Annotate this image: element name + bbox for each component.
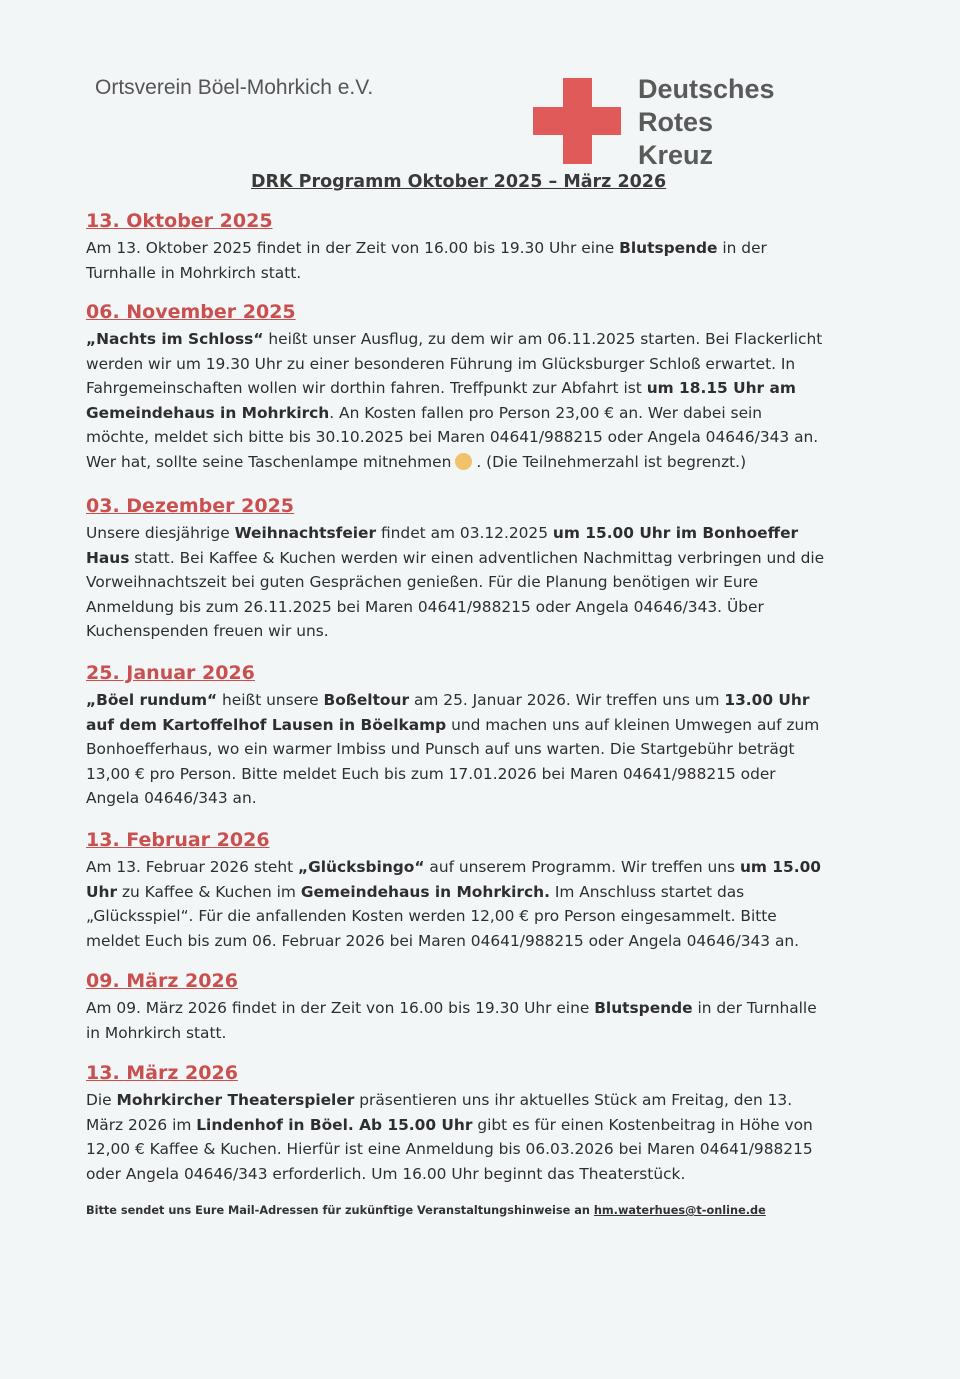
red-cross-logo: [533, 78, 621, 164]
event-text: Unsere diesjährige Weihnachtsfeier findet am 03.12.2025 um 15.00 Uhr im Bonhoeffer Haus statt. Bei Kaffee & Kuchen werden wir einen adventlichen Nachmittag verbringen und die Vorweihnachtszeit bei guten Gesprächen genießen. Für die Planung benötigen wir Eure Anmeldung bis zum 26.11.2025 bei Maren 04641/988215 oder Angela 04646/343. Über Kuchenspenden freuen wir uns.: [86, 524, 825, 641]
event-dezember: [86, 495, 826, 644]
event-text: „Nachts im Schloss“ heißt unser Ausflug, zu dem wir am 06.11.2025 starten. Bei Flackerlicht werden wir um 19.30 Uhr zu einer besonderen Führung im Glücksburger Schloß erwartet. In Fahrgemeinschaften wollen wir dorthin fahren. Treffpunkt zur Abfahrt ist um 18.15 Uhr am Gemeindehaus in Mohrkirch. An Kosten fallen pro Person 23,00 € an. Wer dabei sein möchte, meldet sich bitte bis 30.10.2025 bei Maren 04641/988215 oder Angela 04646/343 an. Wer hat, sollte seine Taschenlampe mitnehmen . (Die Teilnehmerzahl ist begrenzt.): [86, 330, 823, 471]
event-maerz-blutspende: [86, 970, 826, 1045]
email-link[interactable]: hm.waterhues@t-online.de: [593, 1204, 766, 1217]
event-date: 09. März 2026: [86, 970, 238, 992]
event-text: „Böel rundum“ heißt unsere Boßeltour am 25. Januar 2026. Wir treffen uns um 13.00 Uhr auf dem Kartoffelhof Lausen in Böelkamp und machen uns auf kleinen Umwegen auf zum Bonhoefferhaus, wo ein warmer Imbiss und Punsch auf uns warten. Die Startgebühr beträgt 13,00 € pro Person. Bitte meldet Euch bis zum 17.01.2026 bei Maren 04641/988215 oder Angela 04646/343 an.: [86, 691, 820, 808]
event-februar: [86, 829, 826, 953]
drk-wordmark: [638, 73, 775, 172]
organization-name: Ortsverein Böel-Mohrkich e.V.: [95, 76, 374, 99]
event-januar: [86, 662, 826, 811]
event-date: 25. Januar 2026: [86, 662, 255, 684]
event-date: 13. Oktober 2025: [86, 210, 273, 232]
drk-line-1: Deutsches: [638, 74, 775, 104]
event-text: Am 13. Februar 2026 steht „Glücksbingo“ auf unserem Programm. Wir treffen uns um 15.00 Uhr zu Kaffee & Kuchen im Gemeindehaus in Mohrkirch. Im Anschluss startet das „Glücksspiel“. Für die anfallenden Kosten werden 12,00 € pro Person eingesammelt. Bitte meldet Euch bis zum 06. Februar 2026 bei Maren 04641/988215 oder Angela 04646/343 an.: [86, 858, 821, 950]
event-date: 13. Februar 2026: [86, 829, 270, 851]
event-text: Am 13. Oktober 2025 findet in der Zeit von 16.00 bis 19.30 Uhr eine Blutspende in der Turnhalle in Mohrkirch statt.: [86, 239, 767, 282]
footer-note: Bitte sendet uns Eure Mail-Adressen für zukünftige Veranstaltungshinweise an hm.waterhues@t-online.de: [86, 1204, 766, 1217]
event-maerz-theater: [86, 1062, 826, 1186]
event-text: Am 09. März 2026 findet in der Zeit von 16.00 bis 19.30 Uhr eine Blutspende in der Turnhalle in Mohrkirch statt.: [86, 999, 817, 1042]
event-november: [86, 301, 826, 475]
page-title: DRK Programm Oktober 2025 – März 2026: [251, 172, 667, 192]
event-oktober: [86, 210, 826, 285]
event-date: 06. November 2025: [86, 301, 296, 323]
event-text: Die Mohrkircher Theaterspieler präsentieren uns ihr aktuelles Stück am Freitag, den 13. März 2026 im Lindenhof in Böel. Ab 15.00 Uhr gibt es für einen Kostenbeitrag in Höhe von 12,00 € Kaffee & Kuchen. Hierfür ist eine Anmeldung bis 06.03.2026 bei Maren 04641/988215 oder Angela 04646/343 erforderlich. Um 16.00 Uhr beginnt das Theaterstück.: [86, 1091, 813, 1183]
drk-line-2: Rotes: [638, 107, 714, 137]
event-date: 03. Dezember 2025: [86, 495, 295, 517]
event-date: 13. März 2026: [86, 1062, 238, 1084]
wink-emoji-icon: [455, 453, 472, 470]
drk-line-3: Kreuz: [638, 140, 714, 170]
